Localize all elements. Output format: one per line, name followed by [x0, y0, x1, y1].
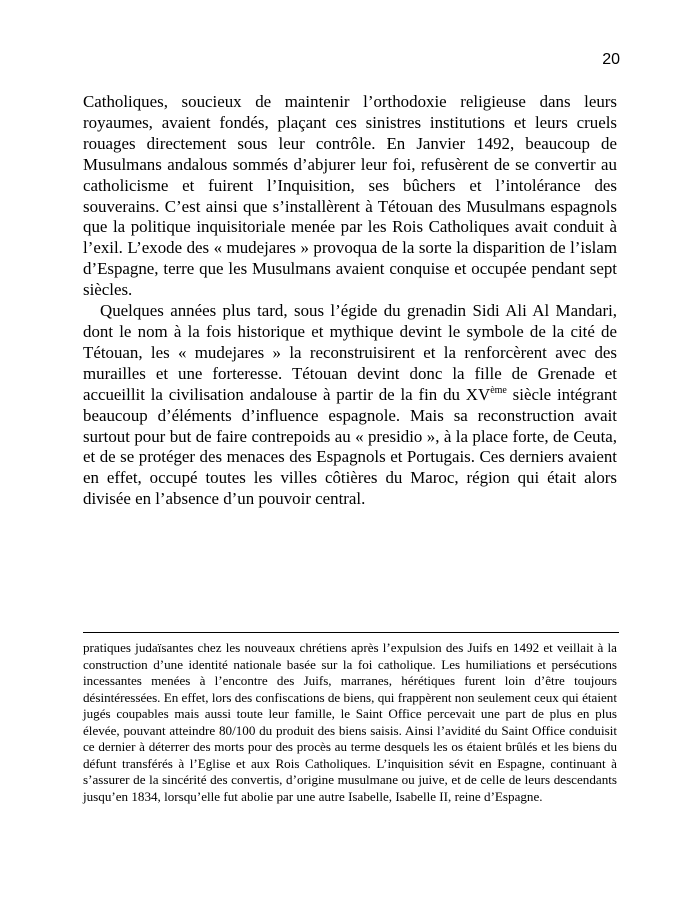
page-number: 20 — [602, 51, 620, 68]
footnote-text: pratiques judaïsantes chez les nouveaux chrétiens après l’expulsion des Juifs en 1492 et veillait à la construction d’une identité nationale basée sur la foi catholique. Les humiliations et persécutions incessantes menées à l’encontre des Juifs, marranes, hérétiques furent loin d’être toujours désintéressées. En effet, lors des confiscations de biens, qui frappèrent non seulement ceux qui étaient jugés coupables mais aussi toute leur famille, le Saint Office percevait une part de plus en plus élevée, pouvant atteindre 80/100 du produit des biens saisis. Ainsi l’avidité du Saint Office conduisit ce dernier à déterrer des morts pour des procès au terme desquels les os étaient brûlés et les biens du défunt transférés à l’Eglise et aux Rois Catholiques. L’inquisition sévit en Espagne, continuant à s’assurer de la sincérité des convertis, d’origine musulmane ou juive, et de celle de leurs descendants jusqu’en 1834, lorsqu’elle fut abolie par une autre Isabelle, Isabelle II, reine d’Espagne. — [83, 640, 617, 804]
footnote-separator — [83, 632, 619, 633]
body-paragraph-2-text-end: siècle intégrant beaucoup d’éléments d’influence espagnole. Mais sa reconstruction avait surtout pour but de faire contrepoids au « presidio », à la place forte, de Ceuta, et de se protéger des menaces des Espagnols et Portugais. Ces derniers avaient en effet, occupé toutes les villes côtières du Maroc, région qui était alors divisée en l’absence d’un pouvoir central. — [83, 384, 617, 509]
body-paragraph-2 — [83, 301, 617, 510]
century-ordinal-superscript: ème — [490, 384, 507, 396]
body-paragraph-1: Catholiques, soucieux de maintenir l’orthodoxie religieuse dans leurs royaumes, avaient fondés, plaçant ces sinistres institutions et leurs cruels rouages directement sous leur contrôle. En Janvier 1492, beaucoup de Musulmans andalous sommés d’abjurer leur foi, refusèrent de se convertir au catholicisme et fuirent l’Inquisition, ses bûchers et l’intolérance des souverains. C’est ainsi que s’installèrent à Tétouan des Musulmans espagnols que la politique inquisitoriale menée par les Rois Catholiques avait conduit à l’exil. L’exode des « mudejares » provoqua de la sorte la disparition de l’islam d’Espagne, terre que les Musulmans avaient conquise et occupée pendant sept siècles. — [83, 92, 617, 300]
main-text — [83, 92, 617, 510]
body-paragraph-2-text-start: Quelques années plus tard, sous l’égide du grenadin Sidi Ali Al Mandari, dont le nom à la fois historique et mythique devint le symbole de la cité de Tétouan, les « mudejares » la reconstruisirent et la renforcèrent avec des murailles et une forteresse. Tétouan devint donc la fille de Grenade et accueillit la civilisation andalouse à partir de la fin du XV — [83, 301, 617, 404]
